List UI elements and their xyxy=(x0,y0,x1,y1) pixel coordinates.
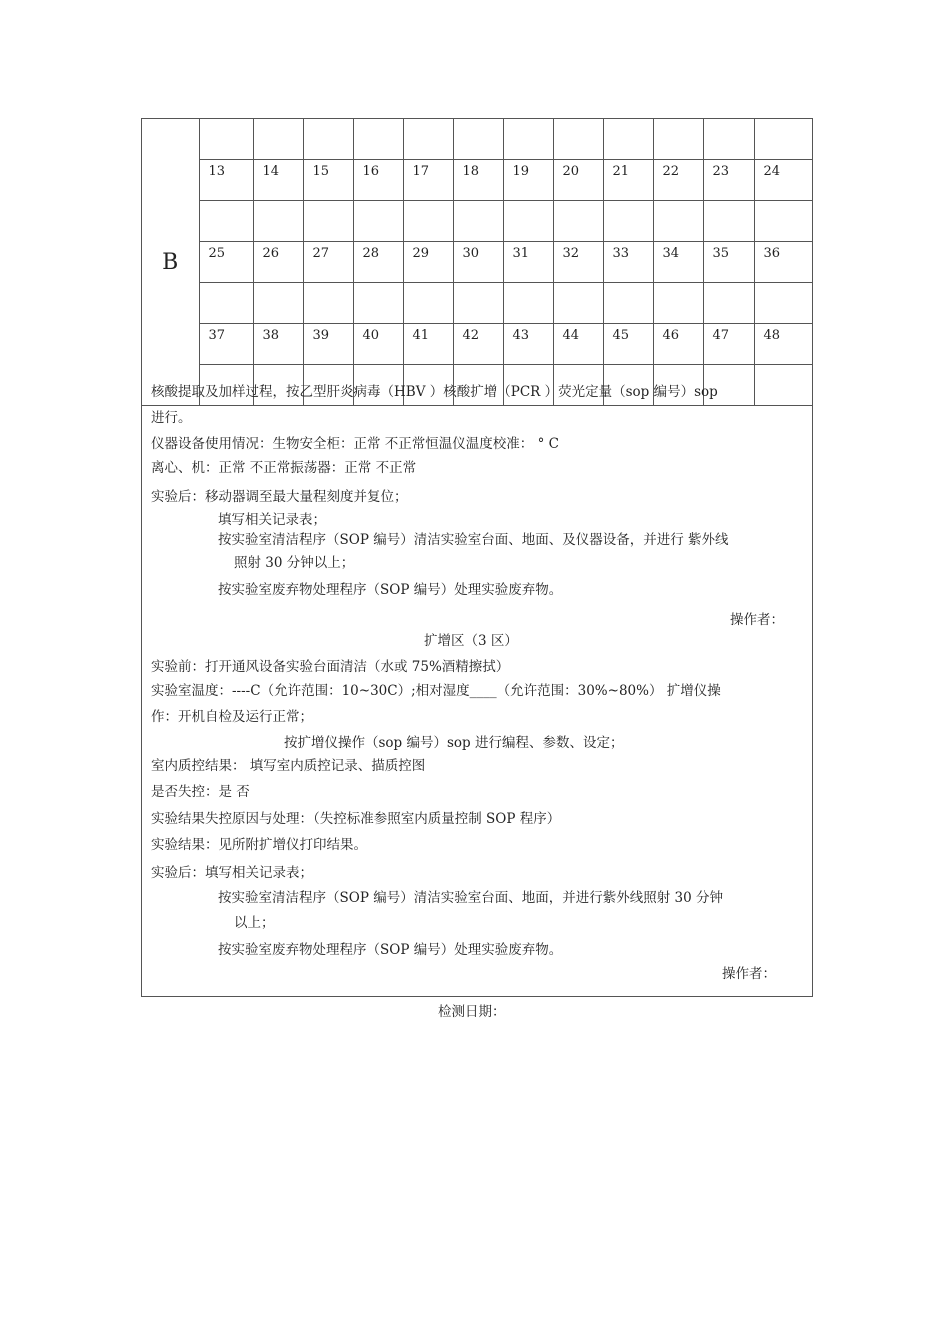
well-number-cell: 19 xyxy=(503,160,553,201)
well-number-cell: 41 xyxy=(403,324,453,365)
well-entry-cell xyxy=(653,119,703,160)
well-entry-cell xyxy=(403,201,453,242)
extraction-line-2: 进行。 xyxy=(151,410,192,426)
qc-reason-line: 实验结果失控原因与处理：（失控标准参照室内质量控制 SOP 程序） xyxy=(151,811,561,827)
well-number-cell: 38 xyxy=(253,324,303,365)
well-number-cell: 27 xyxy=(303,242,353,283)
well-number-cell: 46 xyxy=(653,324,703,365)
well-number-cell: 34 xyxy=(653,242,703,283)
sample-plate-grid xyxy=(142,119,812,406)
well-entry-cell xyxy=(453,119,503,160)
well-number-cell: 29 xyxy=(403,242,453,283)
well-number-cell: 25 xyxy=(199,242,253,283)
well-number-cell: 13 xyxy=(199,160,253,201)
post-step-waste: 按实验室废弃物处理程序（SOP 编号）处理实验废弃物。 xyxy=(218,582,563,598)
well-entry-cell xyxy=(403,119,453,160)
amp-post-clean-cont: 以上； xyxy=(234,915,275,931)
plate-row xyxy=(142,283,812,324)
well-entry-cell xyxy=(553,119,603,160)
well-entry-cell xyxy=(199,119,253,160)
well-number-cell: 42 xyxy=(453,324,503,365)
well-entry-cell xyxy=(303,283,353,324)
well-entry-cell xyxy=(253,283,303,324)
well-entry-cell xyxy=(503,201,553,242)
post-step-clean-cont: 照射 30 分钟以上； xyxy=(234,555,355,571)
well-entry-cell xyxy=(453,201,503,242)
amplification-operator-label: 操作者： xyxy=(722,966,776,982)
plate-row xyxy=(142,160,812,201)
plate-row xyxy=(142,242,812,283)
well-number-cell: 28 xyxy=(353,242,403,283)
record-form xyxy=(141,118,813,997)
amplification-section-title: 扩增区（3 区） xyxy=(424,633,518,649)
well-entry-cell xyxy=(754,201,812,242)
well-number-cell: 26 xyxy=(253,242,303,283)
well-number-cell: 17 xyxy=(403,160,453,201)
well-number-cell: 14 xyxy=(253,160,303,201)
well-entry-cell xyxy=(703,119,754,160)
well-number-cell: 15 xyxy=(303,160,353,201)
experiment-result-line: 实验结果：见所附扩增仪打印结果。 xyxy=(151,837,367,853)
post-step-clean: 按实验室清洁程序（SOP 编号）清洁实验室台面、地面、及仪器设备，并进行 紫外线 xyxy=(218,532,729,548)
amp-temp-line: 实验室温度：----C（允许范围：10~30C）;相对湿度____（允许范围：30%~80%） 扩增仪操 xyxy=(151,683,721,699)
post-experiment-line: 实验后：移动器调至最大量程刻度并复位； xyxy=(151,489,408,505)
well-entry-cell xyxy=(353,283,403,324)
well-number-cell: 48 xyxy=(754,324,812,365)
well-entry-cell xyxy=(199,283,253,324)
plate-row xyxy=(142,201,812,242)
well-number-cell: 36 xyxy=(754,242,812,283)
well-number-cell: 39 xyxy=(303,324,353,365)
well-number-cell: 47 xyxy=(703,324,754,365)
well-entry-cell xyxy=(253,201,303,242)
plate-row xyxy=(142,119,812,160)
equipment-status-line: 仪器设备使用情况：生物安全柜：正常 不正常恒温仪温度校准： ° C xyxy=(151,436,559,452)
well-number-cell: 20 xyxy=(553,160,603,201)
plate-row xyxy=(142,324,812,365)
amp-post-clean: 按实验室清洁程序（SOP 编号）清洁实验室台面、地面，并进行紫外线照射 30 分钟 xyxy=(218,890,723,906)
well-number-cell: 24 xyxy=(754,160,812,201)
well-entry-cell xyxy=(503,119,553,160)
well-entry-cell xyxy=(703,283,754,324)
well-entry-cell xyxy=(703,201,754,242)
well-entry-cell xyxy=(503,283,553,324)
qc-result-line: 室内质控结果： 填写室内质控记录、描质控图 xyxy=(151,758,426,774)
well-entry-cell xyxy=(303,201,353,242)
amp-program-line: 按扩增仪操作（sop 编号）sop 进行编程、参数、设定； xyxy=(284,735,624,751)
well-entry-cell xyxy=(553,201,603,242)
well-entry-cell xyxy=(553,283,603,324)
well-number-cell: 16 xyxy=(353,160,403,201)
well-number-cell: 45 xyxy=(603,324,653,365)
well-entry-cell xyxy=(403,283,453,324)
well-entry-cell xyxy=(653,201,703,242)
well-number-cell: 18 xyxy=(453,160,503,201)
extraction-line-1: 核酸提取及加样过程，按乙型肝炎病毒（HBV ）核酸扩增（PCR ）荧光定量（sop 编号）sop xyxy=(151,384,718,400)
post-step-record: 填写相关记录表； xyxy=(218,512,326,528)
well-entry-cell xyxy=(353,201,403,242)
well-number-cell: 32 xyxy=(553,242,603,283)
well-number-cell: 33 xyxy=(603,242,653,283)
out-of-control-line: 是否失控：是 否 xyxy=(151,784,250,800)
well-entry-cell xyxy=(453,283,503,324)
well-number-cell: 35 xyxy=(703,242,754,283)
plate-label-cell xyxy=(142,119,199,406)
extraction-operator-label: 操作者： xyxy=(730,612,784,628)
well-number-cell: 40 xyxy=(353,324,403,365)
well-number-cell: 43 xyxy=(503,324,553,365)
well-entry-cell xyxy=(253,119,303,160)
well-number-cell: 44 xyxy=(553,324,603,365)
well-number-cell: 37 xyxy=(199,324,253,365)
well-number-cell: 21 xyxy=(603,160,653,201)
amp-post-waste: 按实验室废弃物处理程序（SOP 编号）处理实验废弃物。 xyxy=(218,942,563,958)
well-entry-cell xyxy=(603,119,653,160)
well-number-cell: 22 xyxy=(653,160,703,201)
well-entry-cell xyxy=(199,201,253,242)
well-number-cell: 30 xyxy=(453,242,503,283)
well-entry-cell xyxy=(653,283,703,324)
well-entry-cell xyxy=(754,119,812,160)
well-entry-cell xyxy=(353,119,403,160)
well-number-cell: 31 xyxy=(503,242,553,283)
amp-pre-line: 实验前：打开通风设备实验台面清洁（水或 75%酒精擦拭） xyxy=(151,659,510,675)
well-entry-cell xyxy=(754,283,812,324)
test-date-label: 检测日期： xyxy=(438,1004,506,1020)
well-entry-cell xyxy=(603,201,653,242)
centrifuge-status-line: 离心、机：正常 不正常振荡器：正常 不正常 xyxy=(151,460,417,476)
well-entry-cell xyxy=(303,119,353,160)
well-entry-cell xyxy=(754,365,812,406)
plate-label: B xyxy=(162,249,179,275)
well-entry-cell xyxy=(603,283,653,324)
amp-post-line: 实验后：填写相关记录表； xyxy=(151,865,313,881)
well-number-cell: 23 xyxy=(703,160,754,201)
amp-selfcheck-line: 作：开机自检及运行正常； xyxy=(151,709,313,725)
